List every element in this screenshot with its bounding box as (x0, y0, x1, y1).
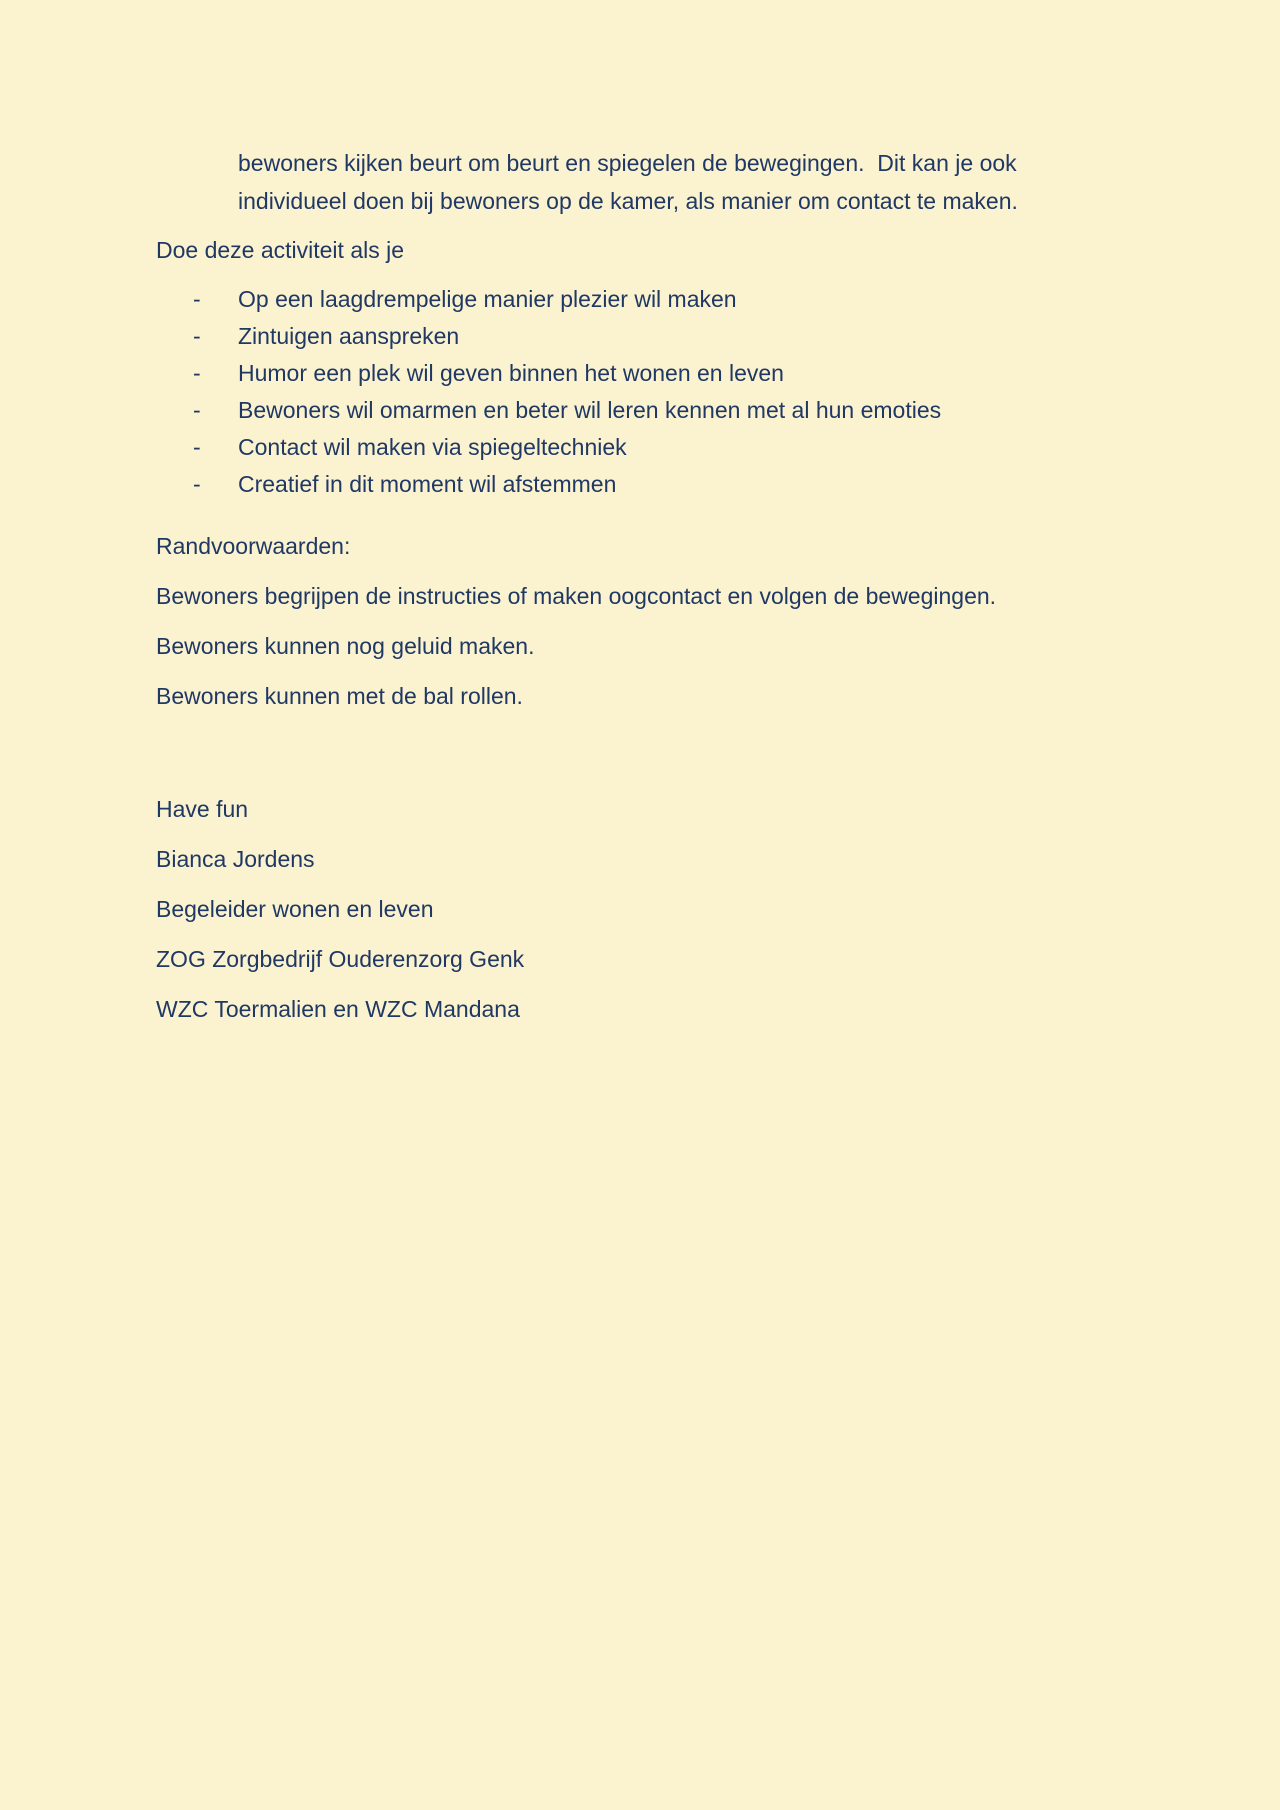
bullet-list (156, 281, 1146, 503)
document-content (156, 0, 1146, 1040)
conditions-heading: Randvoorwaarden: (156, 533, 351, 559)
bullet-item (156, 281, 1146, 318)
bullet-text: Bewoners wil omarmen en beter wil leren kennen met al hun emoties (238, 397, 942, 423)
closing-author-role: Begeleider wonen en leven (156, 896, 434, 922)
condition-line: Bewoners kunnen met de bal rollen. (156, 683, 523, 709)
bullet-dash: - (193, 323, 201, 349)
bullet-item (156, 466, 1146, 503)
bullet-item (156, 392, 1146, 429)
bullet-dash: - (193, 286, 201, 312)
bullet-text: Zintuigen aanspreken (238, 323, 460, 349)
closing-have-fun: Have fun (156, 796, 249, 822)
list-intro: Doe deze activiteit als je (156, 237, 405, 263)
bullet-text: Creatief in dit moment wil afstemmen (238, 471, 617, 497)
closing-author-name: Bianca Jordens (156, 846, 315, 872)
closing-locations: WZC Toermalien en WZC Mandana (156, 996, 520, 1022)
bullet-dash: - (193, 397, 201, 423)
bullet-item (156, 355, 1146, 392)
closing-organization: ZOG Zorgbedrijf Ouderenzorg Genk (156, 946, 525, 972)
bullet-text: Humor een plek wil geven binnen het wonen en leven (238, 360, 784, 386)
bullet-text: Contact wil maken via spiegeltechniek (238, 434, 627, 460)
bullet-dash: - (193, 360, 201, 386)
bullet-dash: - (193, 434, 201, 460)
intro-paragraph: bewoners kijken beurt om beurt en spiegelen de bewegingen. Dit kan je ook individueel doen bij bewoners op de kamer, als manier om contact te maken. (238, 150, 1024, 214)
condition-line: Bewoners begrijpen de instructies of maken oogcontact en volgen de bewegingen. (156, 583, 997, 609)
bullet-item (156, 318, 1146, 355)
blank-line-gap (156, 727, 1146, 790)
bullet-dash: - (193, 471, 201, 497)
bullet-text: Op een laagdrempelige manier plezier wil maken (238, 286, 737, 312)
bullet-item (156, 429, 1146, 466)
condition-line: Bewoners kunnen nog geluid maken. (156, 633, 535, 659)
